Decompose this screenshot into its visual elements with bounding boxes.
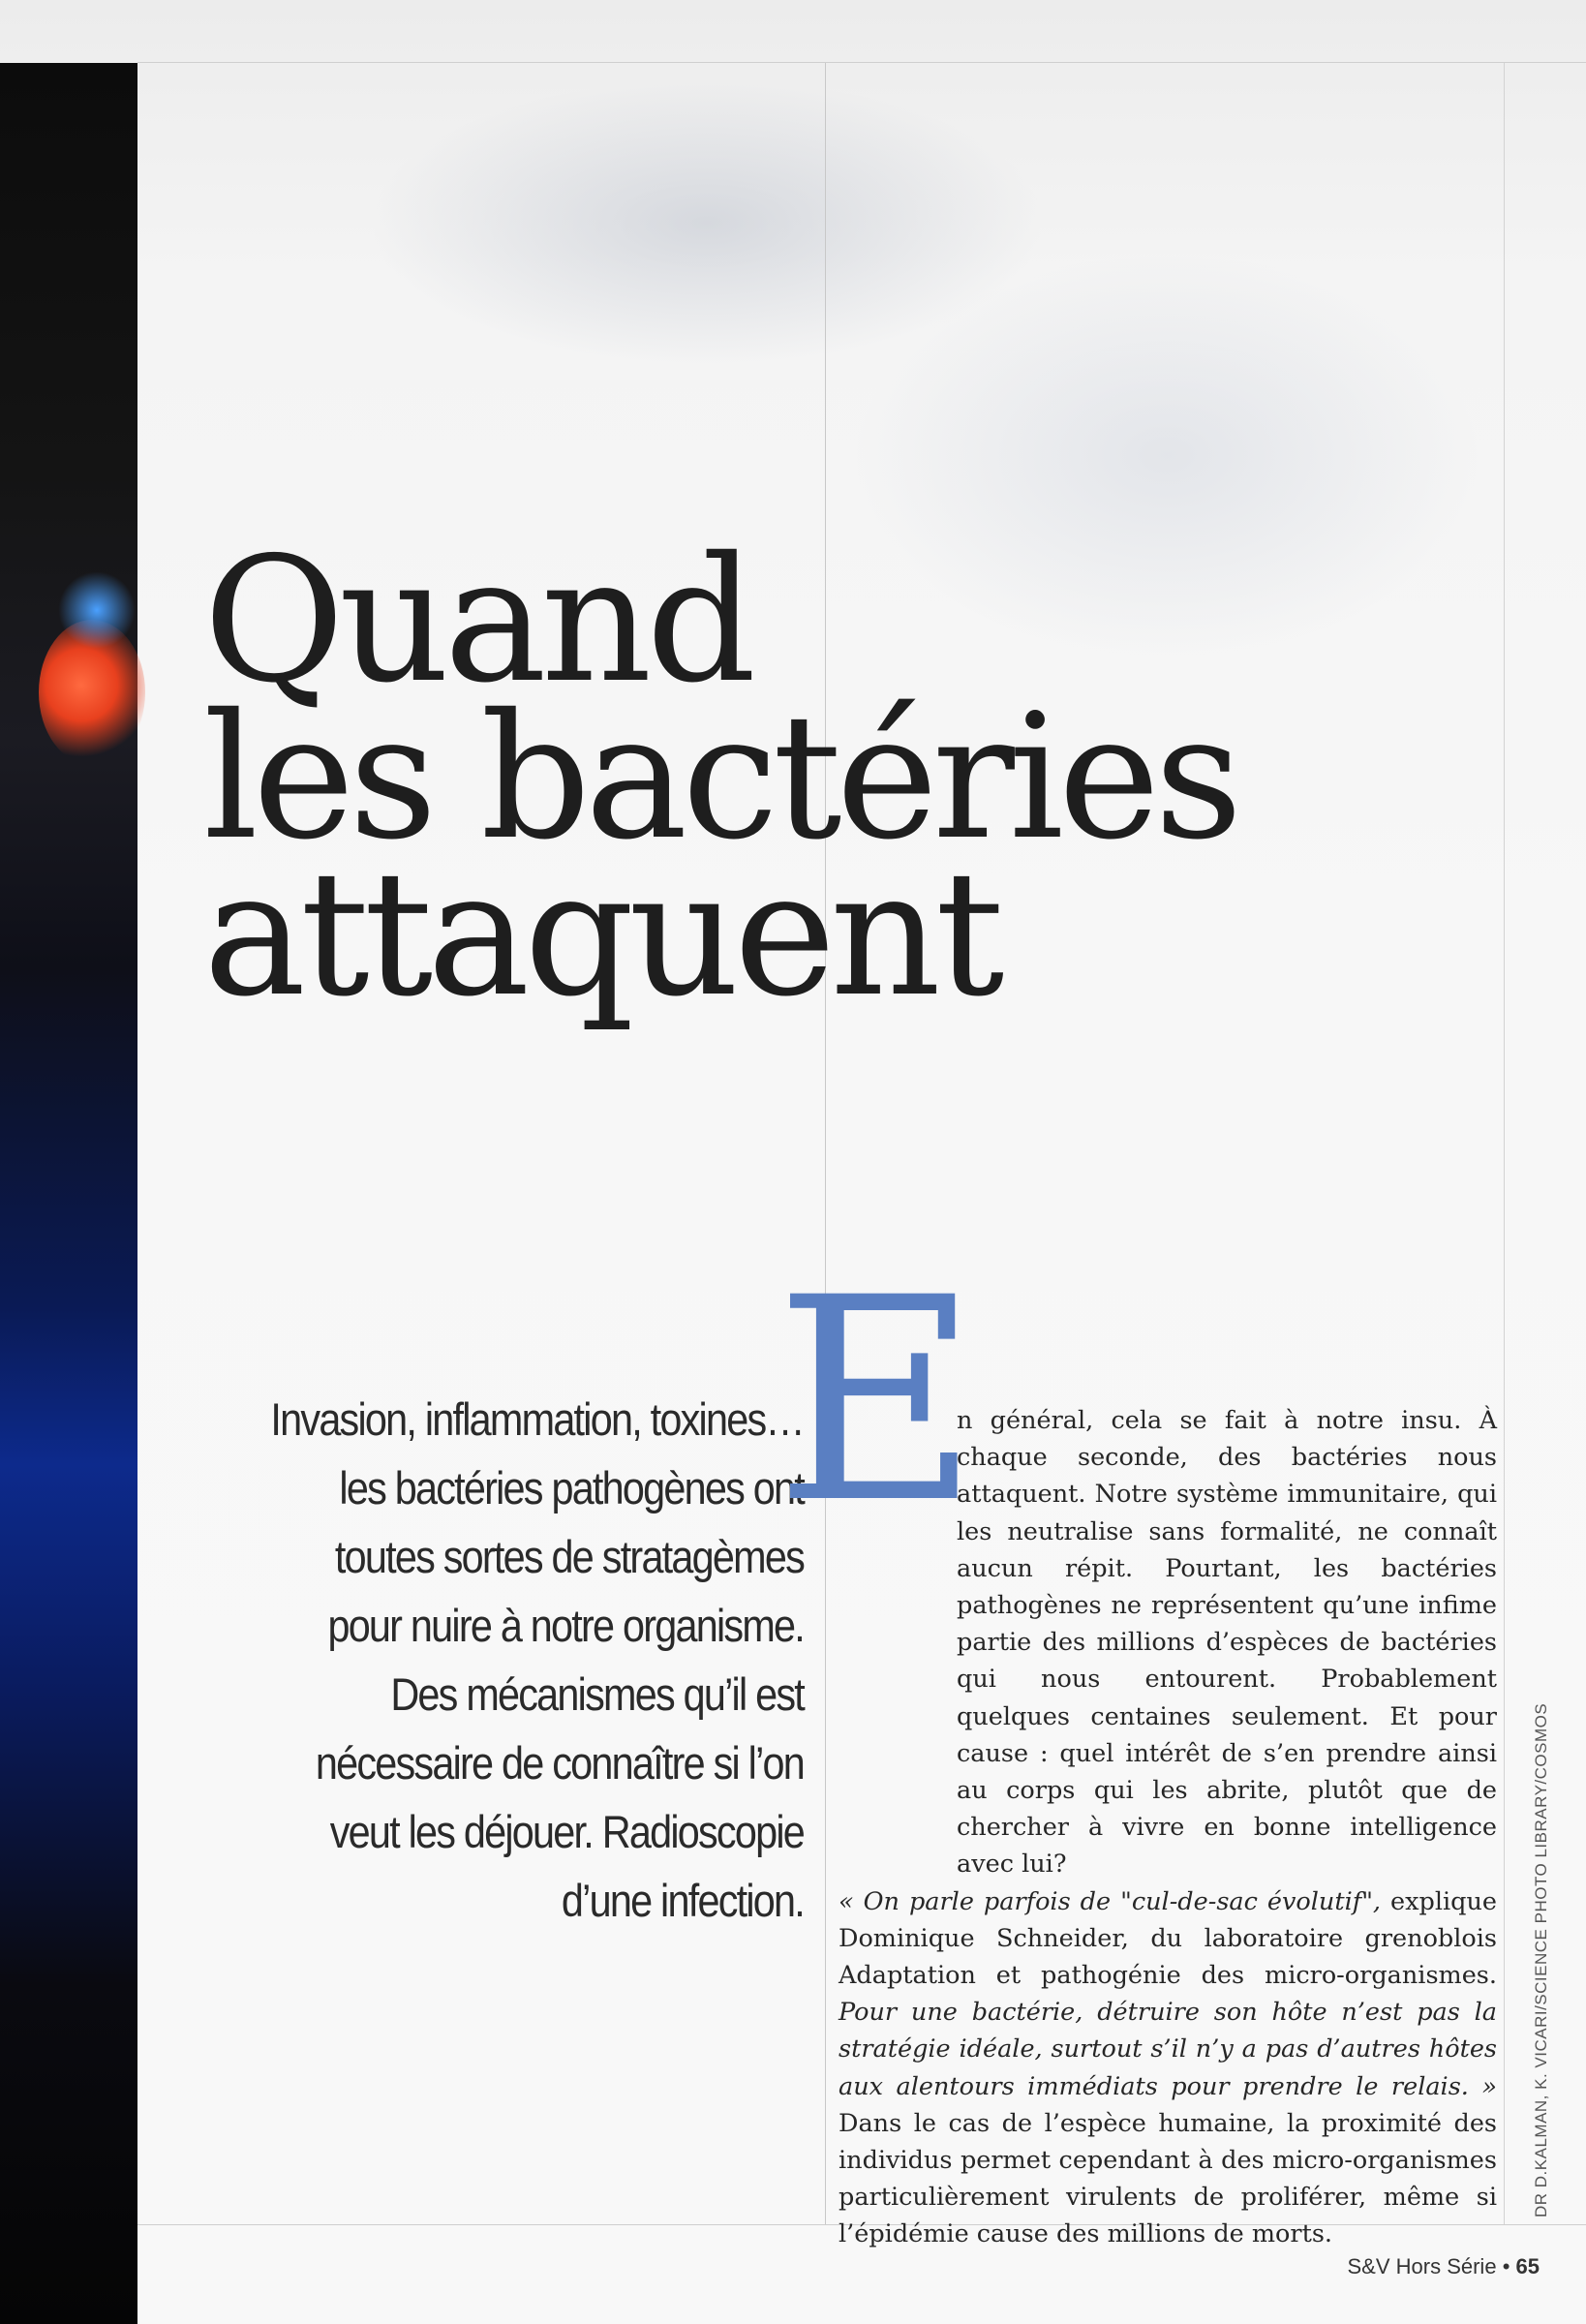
drop-cap: E	[775, 1238, 980, 1565]
column-rule	[825, 63, 826, 2224]
article-title	[203, 520, 1462, 1034]
body-quote-1: « On parle parfois de "cul-de-sac évolutif",	[839, 1886, 1382, 1916]
page-number: 65	[1515, 2254, 1540, 2278]
top-rule	[137, 62, 1586, 63]
section-tag	[1288, 21, 1481, 50]
publication-name: S&V Hors Série	[1347, 2254, 1497, 2278]
photo-blue-highlight	[58, 571, 136, 649]
title-line-1: Quand	[203, 520, 751, 720]
body-quote-2: Pour une bactérie, détruire son hôte n’est pas la stratégie idéale, surtout s’il n’y a pas d’autres hôtes aux alentours immédiats pour prendre le relais. »	[839, 1998, 1497, 2101]
title-line-2: les bactéries	[203, 677, 1237, 877]
body-part-1: n général, cela se fait à notre insu. À chaque seconde, des bactéries nous attaquent. Notre système immunitaire, qui les neutralise sans formalité, ne connaît aucun répit. Pourtant, les bactéries pathogènes ne représentent qu’une infime partie des millions d’espèces de bactéries qui nous entourent. Probablement quelques centaines seulement. Et pour cause : quel intérêt de s’en prendre ainsi au corps qui les abrite, plutôt que de chercher à vivre en bonne intelligence avec lui?	[957, 1406, 1497, 1880]
body-part-2: explique Dominique Schneider, du laboratoire grenoblois Adaptation et pathogénie des micro-organismes.	[839, 1886, 1497, 1991]
footer-separator: •	[1502, 2254, 1510, 2278]
column-rule-right	[1504, 63, 1505, 2224]
page-footer	[1336, 2254, 1540, 2279]
bacteria-photo-strip	[0, 63, 137, 2324]
title-line-3: attaquent	[203, 834, 999, 1034]
photo-credit: DR D.KALMAN, K. VICARI/SCIENCE PHOTO LIBRARY/COSMOS	[1532, 1702, 1550, 2217]
article-body	[839, 1402, 1497, 2253]
body-part-3: Dans le cas de l’espèce humaine, la proximité des individus permet cependant à des micro-organismes particulièrement virulents de proliférer, même si l’épidémie cause des millions de morts.	[839, 2108, 1497, 2249]
article-intro: Invasion, inflammation, toxines… les bactéries pathogènes ont toutes sortes de stratagèmes pour nuire à notre organisme. Des mécanismes qu’il est nécessaire de connaître si l’on veut les déjouer. Radioscopie d’une infection.	[270, 1393, 804, 1926]
